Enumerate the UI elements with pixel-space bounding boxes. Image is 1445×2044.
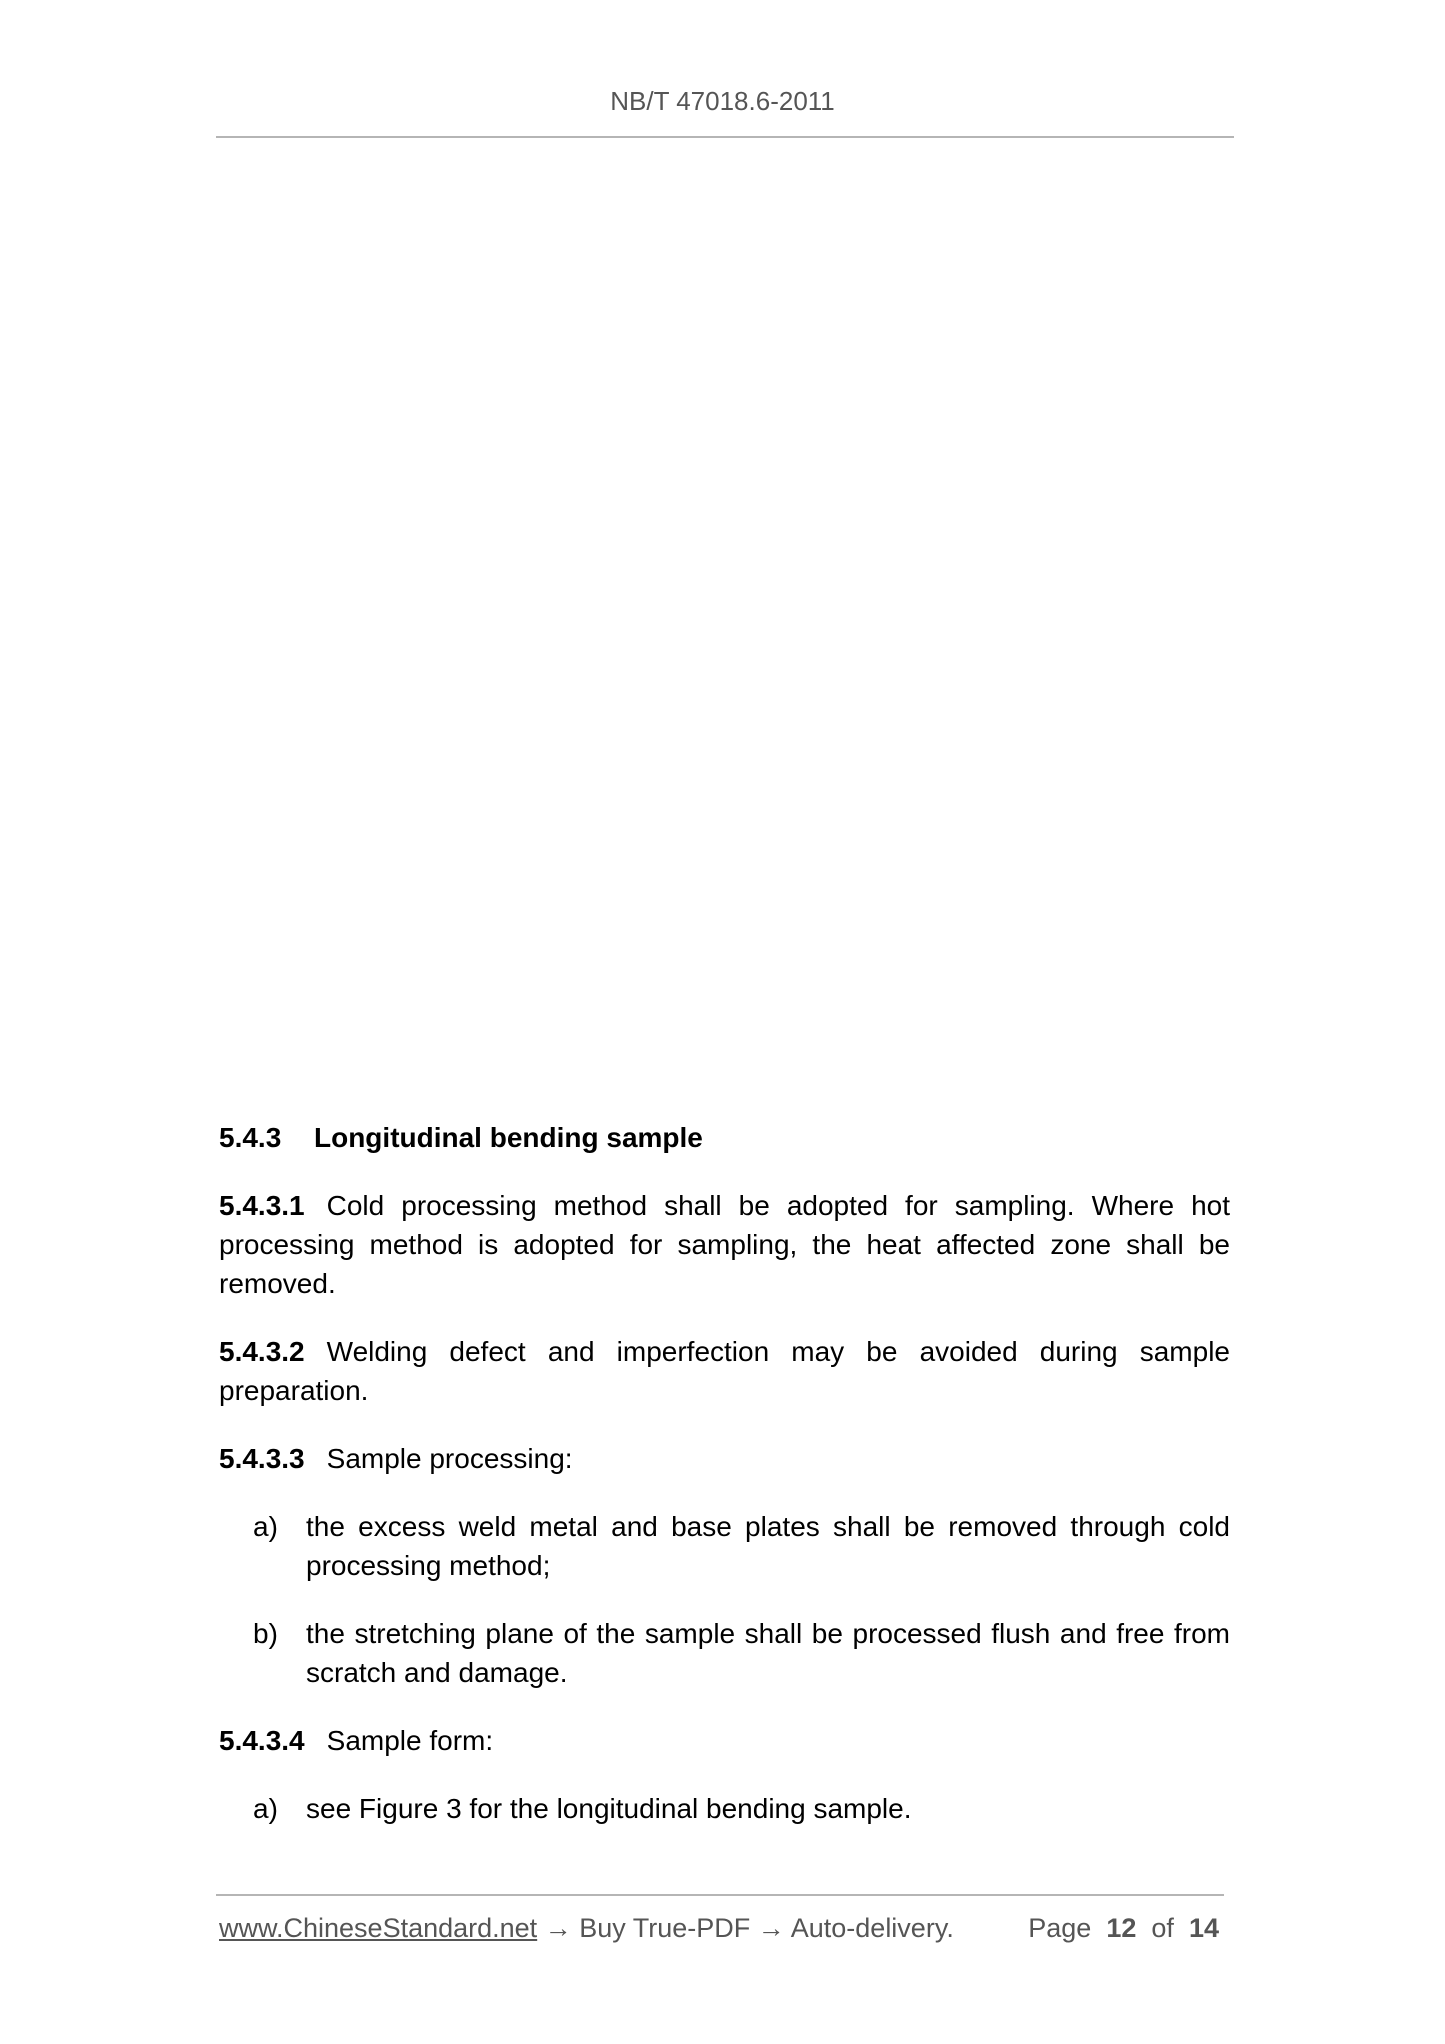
document-body (219, 1118, 1230, 1857)
clause-text: Welding defect and imperfection may be avoided during sample preparation. (219, 1336, 1230, 1406)
clause-5-4-3-2 (219, 1332, 1230, 1410)
list-item (219, 1789, 1230, 1828)
list-item-text: see Figure 3 for the longitudinal bending sample. (306, 1793, 912, 1824)
total-pages-number: 14 (1188, 1913, 1219, 1943)
list-item-text: the stretching plane of the sample shall be processed flush and free from scratch and damage. (306, 1618, 1230, 1688)
list-marker: a) (253, 1793, 278, 1824)
clause-5-4-3-1 (219, 1186, 1230, 1303)
section-title: Longitudinal bending sample (314, 1122, 703, 1153)
list-marker: a) (253, 1511, 278, 1542)
list-item-text: the excess weld metal and base plates shall be removed through cold processing method; (306, 1511, 1230, 1581)
clause-number: 5.4.3.4 (219, 1725, 305, 1756)
clause-number: 5.4.3.2 (219, 1336, 305, 1367)
list-item (219, 1614, 1230, 1692)
header-divider (216, 136, 1234, 138)
page-footer (219, 1913, 1225, 1949)
page-indicator (1028, 1913, 1219, 1944)
section-heading (219, 1118, 1230, 1157)
document-code-header: NB/T 47018.6-2011 (610, 86, 835, 116)
clause-number: 5.4.3.3 (219, 1443, 305, 1474)
current-page-number: 12 (1106, 1913, 1137, 1943)
of-label: of (1151, 1913, 1174, 1943)
section-number: 5.4.3 (219, 1122, 282, 1153)
clause-5-4-3-4 (219, 1721, 1230, 1760)
footer-promo-text: → Buy True-PDF → Auto-delivery. (537, 1913, 954, 1943)
clause-5-4-3-3 (219, 1439, 1230, 1478)
website-link[interactable]: www.ChineseStandard.net (219, 1913, 538, 1943)
footer-promo (219, 1913, 954, 1944)
footer-divider (216, 1894, 1224, 1896)
clause-text: Sample processing: (326, 1443, 573, 1474)
list-item (219, 1507, 1230, 1585)
clause-text: Cold processing method shall be adopted for sampling. Where hot processing method is adopted for sampling, the heat affected zone shall be removed. (219, 1190, 1230, 1299)
clause-text: Sample form: (326, 1725, 494, 1756)
page-label: Page (1028, 1913, 1092, 1943)
list-marker: b) (253, 1618, 278, 1649)
clause-number: 5.4.3.1 (219, 1190, 305, 1221)
